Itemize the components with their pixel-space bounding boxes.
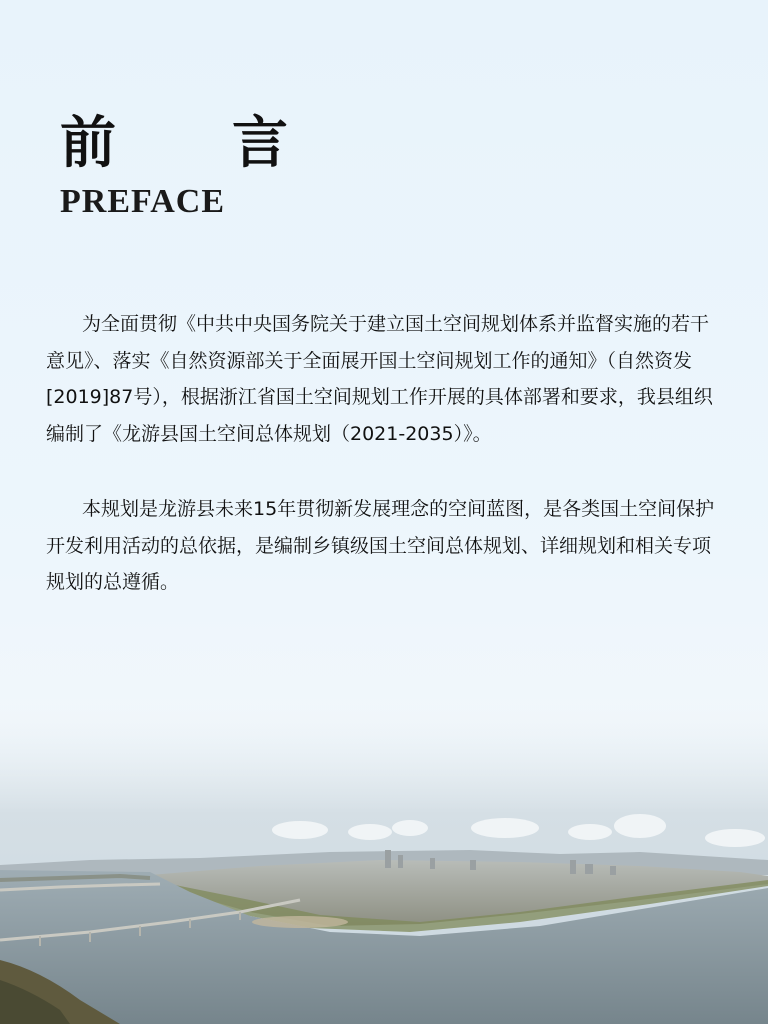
city-river-aerial-illustration (0, 700, 768, 1024)
page-subtitle: PREFACE (60, 183, 226, 220)
preface-paragraph-1 (46, 306, 722, 452)
city-river-aerial-photo (0, 700, 768, 1024)
preface-paragraph-1-text: 为全面贯彻《中共中央国务院关于建立国土空间规划体系并监督实施的若干意见》、落实《自然资源部关于全面展开国土空间规划工作的通知》（自然资发[2019]87号），根据浙江省国土空间规划工作开展的具体部署和要求，我县组织编制了《龙游县国土空间总体规划（2021-2035）》。 (46, 313, 713, 445)
preface-paragraph-2 (46, 491, 722, 601)
page-title: 前 言 (60, 111, 318, 176)
preface-paragraph-2-text: 本规划是龙游县未来15年贯彻新发展理念的空间蓝图，是各类国土空间保护开发利用活动的总依据，是编制乡镇级国土空间总体规划、详细规划和相关专项规划的总遵循。 (46, 498, 715, 593)
